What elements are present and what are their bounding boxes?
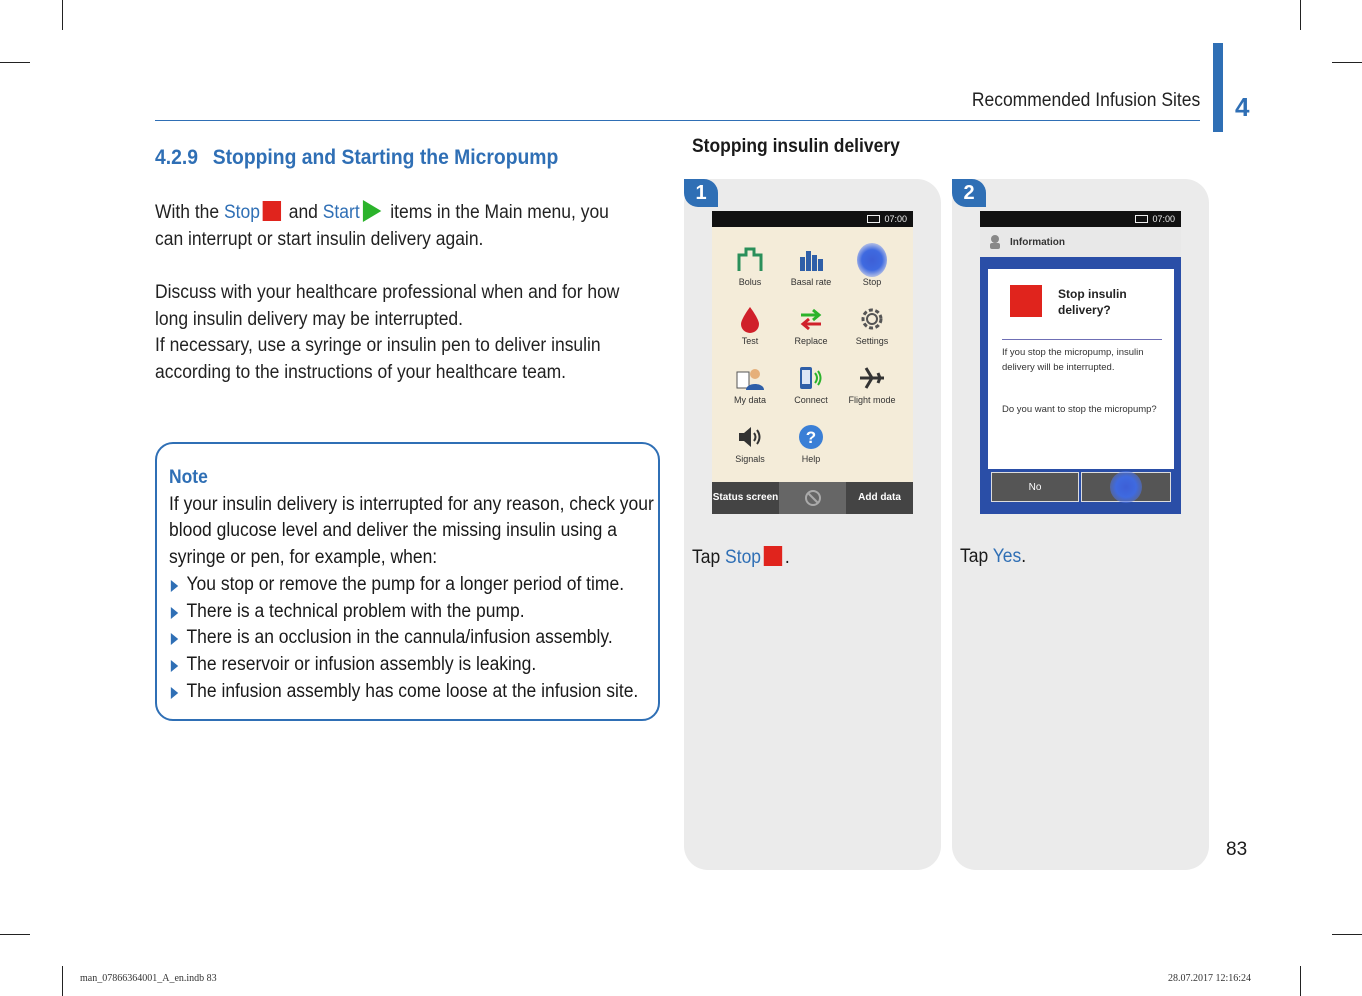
tap-indicator <box>1110 471 1142 503</box>
stop-icon <box>1010 285 1042 317</box>
crop-mark <box>62 966 63 996</box>
stop-icon <box>764 546 782 566</box>
list-item-text: The reservoir or infusion assembly is leaking. <box>186 653 537 675</box>
tile-label: My data <box>733 395 766 405</box>
no-button[interactable]: No <box>991 472 1079 502</box>
print-slug-file: man_07866364001_A_en.indb 83 <box>80 973 217 984</box>
step-1-badge: 1 <box>684 179 718 207</box>
speaker-icon <box>735 422 765 452</box>
stop-link-text: Stop <box>223 202 260 223</box>
gear-icon <box>857 304 887 334</box>
tile-label: Connect <box>794 395 828 405</box>
caption-text: Tap <box>692 547 726 568</box>
main-menu <box>712 227 913 482</box>
caption-target: Yes <box>992 546 1022 567</box>
device-bottom-bar <box>712 482 913 514</box>
battery-icon <box>867 215 880 223</box>
caption-text: . <box>1021 546 1027 567</box>
tile-label: Flight mode <box>848 395 896 405</box>
chapter-number: 4 <box>1235 92 1250 122</box>
caption-target: Stop <box>725 547 762 568</box>
note-list <box>169 572 666 706</box>
dialog-divider <box>1002 339 1162 340</box>
bullet-icon <box>171 607 178 619</box>
intro-paragraph <box>155 200 633 253</box>
replace-arrows-icon <box>796 304 826 334</box>
tile-label: Stop <box>862 277 882 287</box>
dialog-title: Stop insulin delivery? <box>1058 287 1127 317</box>
note-content <box>169 465 666 705</box>
list-item-text: You stop or remove the pump for a longer period of time. <box>186 573 625 595</box>
yes-button[interactable] <box>1081 472 1171 502</box>
menu-tile-stop[interactable] <box>840 245 904 287</box>
list-item <box>169 652 666 679</box>
stop-dialog <box>988 269 1174 469</box>
start-link-text: Start <box>322 202 360 223</box>
crop-mark <box>1332 62 1362 63</box>
paragraph-3: If necessary, use a syringe or insulin pen to deliver insulin according to the instructions of your healthcare team. <box>155 335 601 383</box>
caption-text: Tap <box>960 546 993 567</box>
intro-text: items in the Main menu, you can interrupt or start insulin delivery again. <box>155 202 609 250</box>
menu-tile-help[interactable] <box>779 422 843 464</box>
menu-tile-basal-rate[interactable] <box>779 245 843 287</box>
no-delivery-icon <box>804 489 822 507</box>
bullet-icon <box>171 687 178 699</box>
step-1-caption <box>692 546 790 569</box>
bullet-icon <box>171 660 178 672</box>
help-icon <box>796 422 826 452</box>
stop-icon <box>263 201 281 221</box>
list-item <box>169 572 666 599</box>
dialog-question: Do you want to stop the micropump? <box>1002 404 1157 415</box>
crop-mark <box>1332 934 1362 935</box>
note-text: If your insulin delivery is interrupted for any reason, check your blood glucose level and deliver the missing insulin using a syringe or pen, for example, when: <box>169 493 654 569</box>
caption-text: . <box>784 547 790 568</box>
intro-text: With the <box>155 202 224 223</box>
clock: 07:00 <box>884 214 907 224</box>
tile-label: Signals <box>735 454 765 464</box>
section-number: 4.2.9 <box>155 146 198 169</box>
step-2-badge: 2 <box>952 179 986 207</box>
crop-mark <box>0 62 30 63</box>
battery-icon <box>1135 215 1148 223</box>
my-data-icon <box>735 363 765 393</box>
crop-mark <box>62 0 63 30</box>
tile-label: Test <box>741 336 759 346</box>
info-person-icon <box>988 234 1002 250</box>
tile-label: Basal rate <box>790 277 832 287</box>
clock: 07:00 <box>1152 214 1175 224</box>
status-bar <box>712 211 913 227</box>
menu-tile-bolus[interactable] <box>718 245 782 287</box>
svg-text:?: ? <box>805 428 817 447</box>
list-item-text: The infusion assembly has come loose at the infusion site. <box>186 680 639 702</box>
list-item <box>169 679 666 706</box>
no-delivery-button[interactable] <box>779 482 846 514</box>
menu-tile-signals[interactable] <box>718 422 782 464</box>
crop-mark <box>0 934 30 935</box>
page-number: 83 <box>1226 839 1248 860</box>
start-icon <box>363 200 381 222</box>
menu-tile-connect[interactable] <box>779 363 843 405</box>
list-item-text: There is an occlusion in the cannula/infusion assembly. <box>186 627 613 649</box>
menu-tile-settings[interactable] <box>840 304 904 346</box>
device-screen-stop-dialog <box>980 211 1181 514</box>
menu-tile-my-data[interactable] <box>718 363 782 405</box>
note-title: Note <box>169 467 208 488</box>
device-screen-main-menu <box>712 211 913 514</box>
bullet-icon <box>171 580 178 592</box>
status-screen-button[interactable]: Status screen <box>712 492 779 503</box>
print-slug-date: 28.07.2017 12:16:24 <box>1168 973 1252 984</box>
info-title: Information <box>1010 236 1065 248</box>
running-header: Recommended Infusion Sites <box>971 90 1200 111</box>
list-item-text: There is a technical problem with the pump. <box>186 600 525 622</box>
connect-icon <box>796 363 826 393</box>
bolus-icon <box>735 245 765 275</box>
tile-label: Settings <box>855 336 889 346</box>
status-bar <box>980 211 1181 227</box>
crop-mark <box>1300 966 1301 996</box>
airplane-icon <box>857 363 887 393</box>
header-rule <box>155 120 1200 121</box>
section-heading <box>155 146 558 170</box>
crop-mark <box>1300 0 1301 30</box>
menu-tile-replace[interactable] <box>779 304 843 346</box>
list-item <box>169 599 666 626</box>
stop-icon <box>857 245 887 275</box>
tile-label: Bolus <box>738 277 762 287</box>
list-item <box>169 625 666 652</box>
stopping-heading: Stopping insulin delivery <box>692 136 900 157</box>
tap-indicator <box>857 243 887 277</box>
menu-tile-flight-mode[interactable] <box>840 363 904 405</box>
paragraph-2: Discuss with your healthcare professional when and for how long insulin delivery may be interrupted. <box>155 282 620 330</box>
section-title: Stopping and Starting the Micropump <box>212 146 559 169</box>
menu-tile-test[interactable] <box>718 304 782 346</box>
dialog-text: If you stop the micropump, insulin delivery will be interrupted. <box>1002 347 1144 373</box>
add-data-button[interactable]: Add data <box>858 492 901 503</box>
step-2-caption <box>960 546 1026 568</box>
intro-text: and <box>283 202 323 223</box>
tile-label: Replace <box>794 336 828 346</box>
basal-rate-icon <box>796 245 826 275</box>
info-bar <box>980 227 1181 257</box>
tile-label: Help <box>801 454 821 464</box>
blood-drop-icon <box>735 304 765 334</box>
chapter-tab <box>1213 43 1223 132</box>
bullet-icon <box>171 633 178 645</box>
